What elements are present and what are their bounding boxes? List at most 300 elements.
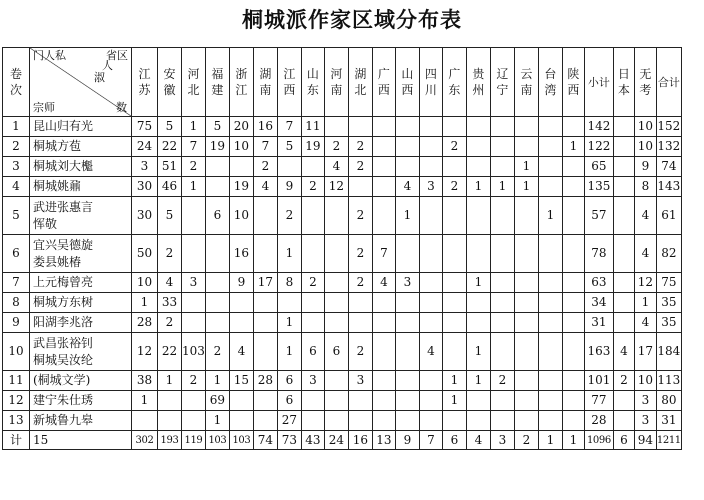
count-cell (182, 391, 206, 411)
subtotal-cell: 65 (584, 157, 613, 177)
count-cell: 28 (253, 371, 277, 391)
count-cell: 7 (182, 137, 206, 157)
count-cell: 2 (277, 197, 301, 235)
count-cell: 3 (490, 431, 514, 450)
master-cell: 15 (30, 431, 132, 450)
count-cell (419, 197, 442, 235)
count-cell (372, 391, 395, 411)
unknown-cell: 4 (634, 197, 656, 235)
count-cell: 1 (442, 371, 466, 391)
count-cell (372, 293, 395, 313)
count-cell (205, 235, 229, 273)
count-cell (538, 293, 562, 313)
count-cell (324, 391, 348, 411)
table-row (3, 157, 682, 177)
japan-header: 日 本 (613, 48, 634, 117)
count-cell (348, 313, 372, 333)
japan-cell (613, 157, 634, 177)
count-cell: 2 (348, 273, 372, 293)
count-cell: 5 (158, 117, 182, 137)
count-cell (419, 137, 442, 157)
count-cell: 46 (158, 177, 182, 197)
count-cell: 2 (158, 235, 182, 273)
count-cell: 4 (158, 273, 182, 293)
count-cell (372, 411, 395, 431)
unknown-cell: 12 (634, 273, 656, 293)
juan-cell: 3 (3, 157, 30, 177)
count-cell (372, 117, 395, 137)
count-cell (419, 293, 442, 313)
count-cell: 30 (132, 177, 158, 197)
juan-cell: 10 (3, 333, 30, 371)
table-row (3, 273, 682, 293)
count-cell (395, 293, 419, 313)
total-cell: 1211 (656, 431, 681, 450)
count-cell (442, 157, 466, 177)
count-cell: 1 (514, 157, 538, 177)
count-cell: 6 (277, 391, 301, 411)
count-cell (324, 313, 348, 333)
count-cell (372, 313, 395, 333)
japan-cell (613, 391, 634, 411)
count-cell: 22 (158, 333, 182, 371)
total-cell: 80 (656, 391, 681, 411)
count-cell (490, 273, 514, 293)
count-cell (395, 391, 419, 411)
count-cell (490, 333, 514, 371)
table-row (3, 137, 682, 157)
master-cell: 建宁朱仕琇 (30, 391, 132, 411)
subtotal-cell: 28 (584, 411, 613, 431)
count-cell (348, 293, 372, 313)
count-cell (490, 411, 514, 431)
count-cell (419, 371, 442, 391)
master-cell: 武昌张裕钊 桐城吴汝纶 (30, 333, 132, 371)
count-cell (229, 313, 253, 333)
count-cell (562, 273, 584, 293)
count-cell: 38 (132, 371, 158, 391)
total-cell: 75 (656, 273, 681, 293)
count-cell: 33 (158, 293, 182, 313)
juan-cell: 7 (3, 273, 30, 293)
count-cell: 2 (348, 235, 372, 273)
count-cell (395, 117, 419, 137)
count-cell: 2 (182, 371, 206, 391)
count-cell: 193 (158, 431, 182, 450)
count-cell (490, 157, 514, 177)
total-cell: 35 (656, 313, 681, 333)
subtotal-cell: 78 (584, 235, 613, 273)
japan-cell (613, 177, 634, 197)
count-cell (419, 157, 442, 177)
distribution-table (2, 47, 682, 450)
province-header: 江 苏 (132, 48, 158, 117)
count-cell (562, 333, 584, 371)
count-cell (205, 177, 229, 197)
japan-cell (613, 411, 634, 431)
province-header: 湖 北 (348, 48, 372, 117)
unknown-cell: 4 (634, 235, 656, 273)
count-cell: 69 (205, 391, 229, 411)
count-cell: 2 (348, 137, 372, 157)
count-cell (395, 157, 419, 177)
count-cell (372, 197, 395, 235)
count-cell (538, 333, 562, 371)
count-cell: 1 (182, 117, 206, 137)
total-cell: 184 (656, 333, 681, 371)
count-cell (301, 293, 324, 313)
subtotal-cell: 122 (584, 137, 613, 157)
count-cell (301, 411, 324, 431)
count-cell (205, 313, 229, 333)
master-cell: 武进张惠言 恽敬 (30, 197, 132, 235)
count-cell: 73 (277, 431, 301, 450)
province-header: 陕 西 (562, 48, 584, 117)
count-cell (442, 235, 466, 273)
juan-cell: 5 (3, 197, 30, 235)
table-row (3, 235, 682, 273)
count-cell (395, 371, 419, 391)
count-cell (182, 293, 206, 313)
count-cell: 3 (419, 177, 442, 197)
count-cell: 4 (253, 177, 277, 197)
count-cell (277, 293, 301, 313)
count-cell (514, 273, 538, 293)
count-cell: 2 (348, 197, 372, 235)
count-cell (395, 235, 419, 273)
count-cell (466, 235, 490, 273)
subtotal-cell: 142 (584, 117, 613, 137)
master-cell: 宜兴吴德旋 娄县姚椿 (30, 235, 132, 273)
juan-cell: 4 (3, 177, 30, 197)
count-cell (514, 391, 538, 411)
table-row (3, 177, 682, 197)
count-cell: 302 (132, 431, 158, 450)
count-cell: 30 (132, 197, 158, 235)
corner-header: 门人私 省区 淑 人 数 宗师 (30, 48, 132, 117)
master-cell: 桐城方东树 (30, 293, 132, 313)
japan-cell (613, 197, 634, 235)
master-cell: 昆山归有光 (30, 117, 132, 137)
japan-cell (613, 117, 634, 137)
count-cell: 8 (277, 273, 301, 293)
juan-cell: 1 (3, 117, 30, 137)
juan-cell: 6 (3, 235, 30, 273)
count-cell: 103 (229, 431, 253, 450)
count-cell: 6 (277, 371, 301, 391)
province-header: 贵 州 (466, 48, 490, 117)
count-cell: 3 (348, 371, 372, 391)
header-row (3, 48, 682, 117)
unknown-cell: 10 (634, 371, 656, 391)
count-cell: 1 (562, 431, 584, 450)
count-cell: 103 (205, 431, 229, 450)
count-cell: 22 (158, 137, 182, 157)
count-cell: 9 (229, 273, 253, 293)
subtotal-cell: 77 (584, 391, 613, 411)
count-cell (324, 235, 348, 273)
count-cell: 1 (538, 431, 562, 450)
count-cell (466, 157, 490, 177)
count-cell: 4 (466, 431, 490, 450)
count-cell (253, 197, 277, 235)
count-cell: 4 (229, 333, 253, 371)
count-cell (562, 391, 584, 411)
count-cell (301, 235, 324, 273)
count-cell: 10 (132, 273, 158, 293)
total-cell: 61 (656, 197, 681, 235)
unknown-cell: 10 (634, 117, 656, 137)
subtotal-cell: 163 (584, 333, 613, 371)
count-cell: 10 (229, 137, 253, 157)
count-cell (514, 197, 538, 235)
count-cell (348, 177, 372, 197)
province-header: 辽 宁 (490, 48, 514, 117)
count-cell (562, 313, 584, 333)
juanci-header: 卷 次 (3, 48, 30, 117)
count-cell (348, 117, 372, 137)
count-cell (301, 391, 324, 411)
juan-cell: 8 (3, 293, 30, 313)
count-cell: 2 (348, 157, 372, 177)
province-header: 湖 南 (253, 48, 277, 117)
count-cell (490, 235, 514, 273)
count-cell: 20 (229, 117, 253, 137)
count-cell (466, 293, 490, 313)
unknown-cell: 8 (634, 177, 656, 197)
province-header: 广 东 (442, 48, 466, 117)
count-cell (372, 333, 395, 371)
total-cell: 82 (656, 235, 681, 273)
province-header: 广 西 (372, 48, 395, 117)
juan-cell: 9 (3, 313, 30, 333)
count-cell (466, 117, 490, 137)
count-cell: 75 (132, 117, 158, 137)
count-cell (419, 411, 442, 431)
count-cell: 2 (514, 431, 538, 450)
count-cell (466, 391, 490, 411)
count-cell: 43 (301, 431, 324, 450)
count-cell: 5 (277, 137, 301, 157)
table-row (3, 117, 682, 137)
total-cell: 113 (656, 371, 681, 391)
count-cell: 7 (419, 431, 442, 450)
juan-cell: 11 (3, 371, 30, 391)
province-header: 山 西 (395, 48, 419, 117)
count-cell (301, 157, 324, 177)
count-cell (324, 411, 348, 431)
count-cell: 24 (132, 137, 158, 157)
count-cell: 2 (442, 177, 466, 197)
count-cell: 9 (277, 177, 301, 197)
count-cell (562, 177, 584, 197)
count-cell: 3 (182, 273, 206, 293)
count-cell: 1 (466, 371, 490, 391)
count-cell (538, 235, 562, 273)
province-header: 浙 江 (229, 48, 253, 117)
master-cell: 新城鲁九皋 (30, 411, 132, 431)
unknown-cell: 3 (634, 391, 656, 411)
count-cell: 1 (490, 177, 514, 197)
count-cell (514, 411, 538, 431)
table-row (3, 411, 682, 431)
juan-cell: 13 (3, 411, 30, 431)
total-row (3, 431, 682, 450)
count-cell (538, 157, 562, 177)
count-cell: 6 (205, 197, 229, 235)
count-cell (205, 157, 229, 177)
count-cell: 2 (348, 333, 372, 371)
count-cell: 11 (301, 117, 324, 137)
count-cell (419, 313, 442, 333)
count-cell (562, 411, 584, 431)
count-cell: 3 (132, 157, 158, 177)
count-cell: 4 (395, 177, 419, 197)
unknown-header: 无 考 (634, 48, 656, 117)
japan-cell: 6 (613, 431, 634, 450)
count-cell (182, 235, 206, 273)
count-cell (562, 157, 584, 177)
count-cell: 3 (395, 273, 419, 293)
master-cell: 上元梅曾亮 (30, 273, 132, 293)
count-cell: 6 (324, 333, 348, 371)
count-cell (229, 411, 253, 431)
count-cell (419, 273, 442, 293)
count-cell (324, 293, 348, 313)
count-cell (132, 411, 158, 431)
table-row (3, 391, 682, 411)
count-cell: 1 (182, 177, 206, 197)
juan-cell: 计 (3, 431, 30, 450)
juan-cell: 12 (3, 391, 30, 411)
count-cell (395, 137, 419, 157)
juan-cell: 2 (3, 137, 30, 157)
subtotal-cell: 135 (584, 177, 613, 197)
count-cell (466, 313, 490, 333)
count-cell (538, 371, 562, 391)
count-cell: 2 (324, 137, 348, 157)
count-cell (538, 137, 562, 157)
master-cell: (桐城文学) (30, 371, 132, 391)
total-cell: 143 (656, 177, 681, 197)
japan-cell (613, 235, 634, 273)
table-row (3, 197, 682, 235)
total-cell: 132 (656, 137, 681, 157)
count-cell (538, 391, 562, 411)
count-cell: 1 (514, 177, 538, 197)
unknown-cell: 4 (634, 313, 656, 333)
unknown-cell: 3 (634, 411, 656, 431)
count-cell: 28 (132, 313, 158, 333)
count-cell: 10 (229, 197, 253, 235)
count-cell (514, 137, 538, 157)
count-cell: 16 (253, 117, 277, 137)
count-cell: 3 (301, 371, 324, 391)
province-header: 山 东 (301, 48, 324, 117)
count-cell (253, 333, 277, 371)
master-cell: 桐城姚鼐 (30, 177, 132, 197)
count-cell: 1 (158, 371, 182, 391)
count-cell: 2 (158, 313, 182, 333)
count-cell (348, 391, 372, 411)
subtotal-cell: 63 (584, 273, 613, 293)
count-cell (514, 293, 538, 313)
unknown-cell: 9 (634, 157, 656, 177)
count-cell (514, 235, 538, 273)
count-cell (205, 273, 229, 293)
japan-cell (613, 137, 634, 157)
count-cell (538, 273, 562, 293)
count-cell: 1 (277, 333, 301, 371)
japan-cell (613, 313, 634, 333)
count-cell (442, 197, 466, 235)
count-cell (562, 371, 584, 391)
count-cell: 4 (419, 333, 442, 371)
count-cell (442, 273, 466, 293)
count-cell: 12 (324, 177, 348, 197)
count-cell: 7 (277, 117, 301, 137)
japan-cell: 2 (613, 371, 634, 391)
count-cell (514, 371, 538, 391)
count-cell: 1 (562, 137, 584, 157)
count-cell (372, 371, 395, 391)
count-cell (277, 157, 301, 177)
table-row (3, 293, 682, 313)
count-cell: 2 (301, 177, 324, 197)
count-cell (466, 197, 490, 235)
count-cell: 1 (205, 411, 229, 431)
count-cell: 50 (132, 235, 158, 273)
count-cell (301, 197, 324, 235)
count-cell (253, 313, 277, 333)
count-cell: 5 (205, 117, 229, 137)
count-cell (466, 137, 490, 157)
table-row (3, 371, 682, 391)
count-cell: 16 (229, 235, 253, 273)
count-cell: 103 (182, 333, 206, 371)
count-cell: 1 (277, 235, 301, 273)
page-title: 桐城派作家区域分布表 (242, 8, 462, 32)
count-cell (348, 411, 372, 431)
count-cell (158, 391, 182, 411)
count-cell (442, 313, 466, 333)
count-cell: 7 (253, 137, 277, 157)
count-cell (324, 273, 348, 293)
count-cell: 2 (182, 157, 206, 177)
count-cell (490, 391, 514, 411)
count-cell (182, 313, 206, 333)
count-cell (229, 157, 253, 177)
subtotal-cell: 1096 (584, 431, 613, 450)
province-header: 安 徽 (158, 48, 182, 117)
total-cell: 74 (656, 157, 681, 177)
count-cell: 4 (372, 273, 395, 293)
count-cell (324, 117, 348, 137)
count-cell (514, 333, 538, 371)
unknown-cell: 1 (634, 293, 656, 313)
count-cell (538, 313, 562, 333)
count-cell (490, 313, 514, 333)
count-cell: 2 (442, 137, 466, 157)
count-cell (562, 117, 584, 137)
count-cell (158, 411, 182, 431)
count-cell (562, 235, 584, 273)
count-cell (372, 137, 395, 157)
unknown-cell: 94 (634, 431, 656, 450)
count-cell: 1 (277, 313, 301, 333)
count-cell (253, 391, 277, 411)
count-cell: 1 (132, 293, 158, 313)
